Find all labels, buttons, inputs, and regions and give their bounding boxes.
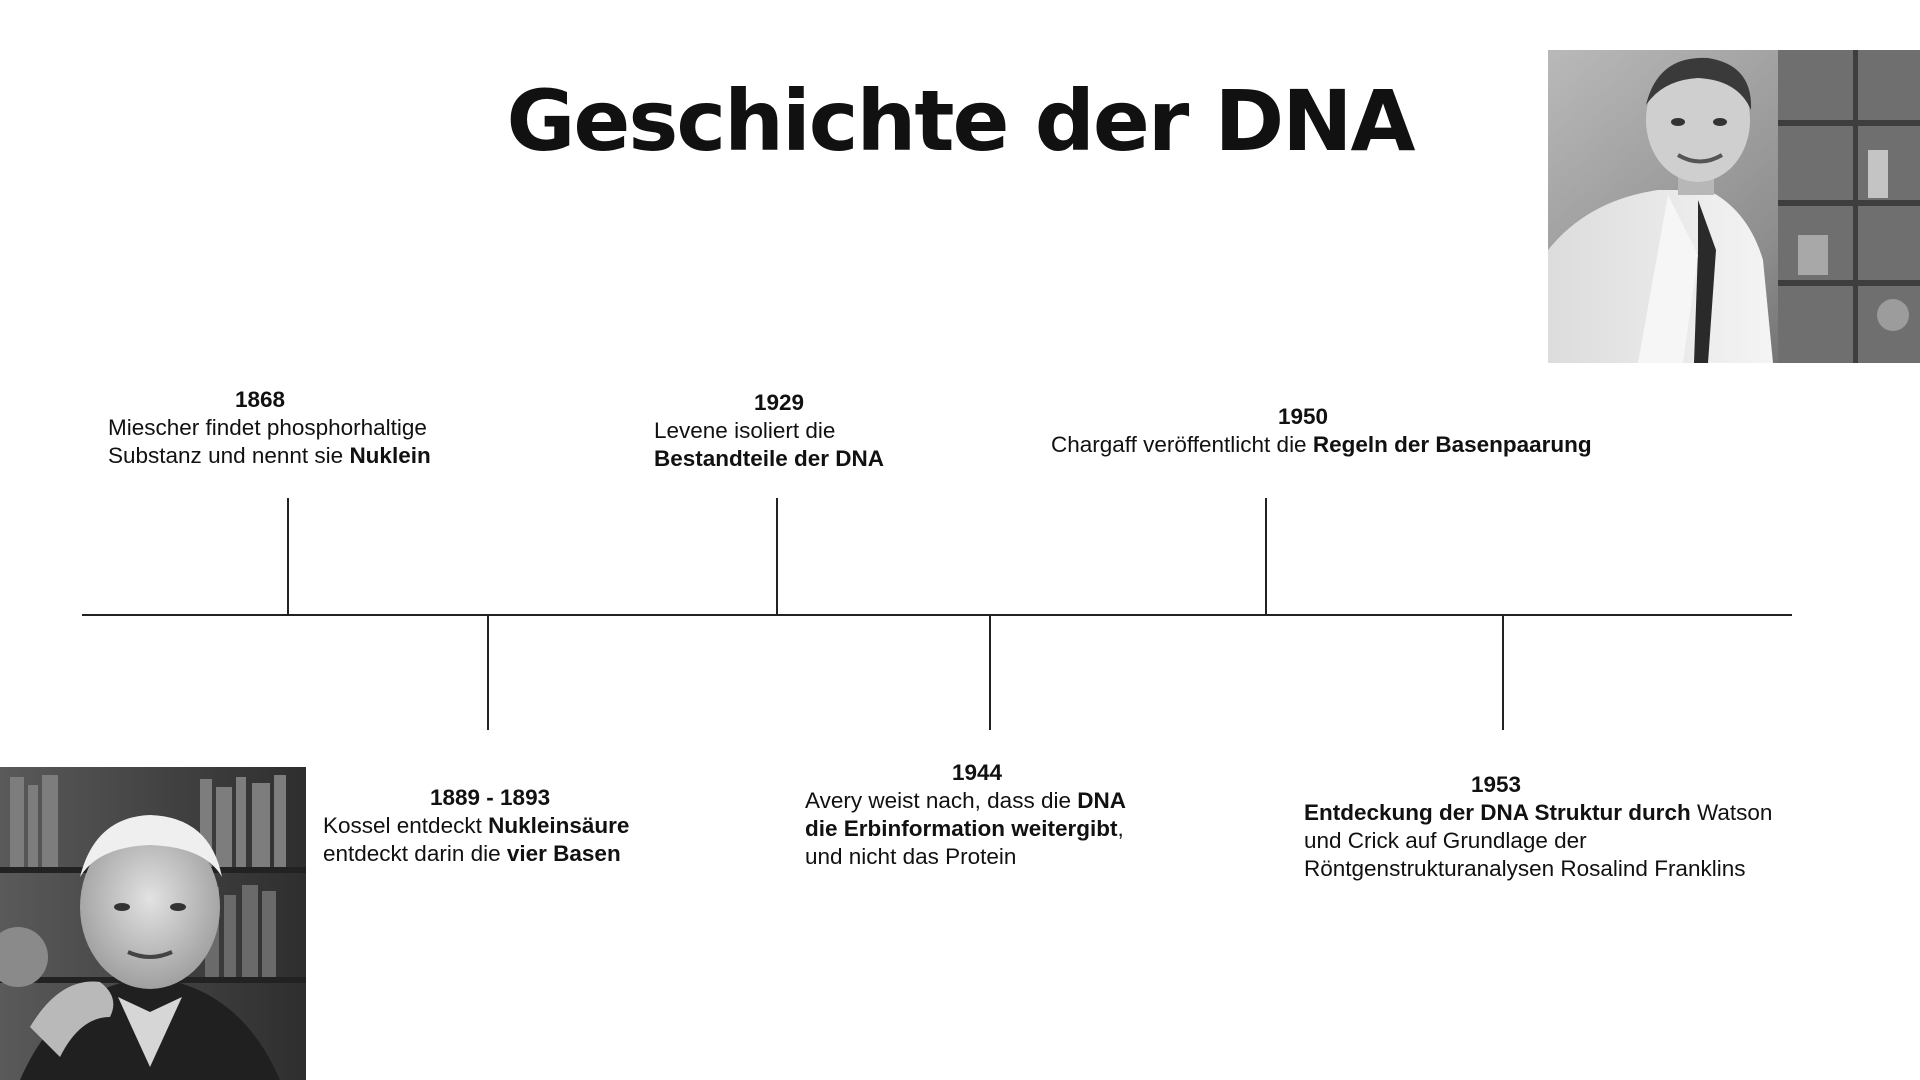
event-1889-1893 <box>323 784 629 868</box>
tick-1889 <box>487 614 489 730</box>
event-text: und Crick auf Grundlage der <box>1304 828 1587 853</box>
event-1950 <box>1051 403 1592 459</box>
event-year: 1944 <box>952 760 1003 785</box>
event-year: 1889 - 1893 <box>430 785 551 810</box>
event-text: Miescher findet phosphorhaltige <box>108 415 427 440</box>
event-text: entdeckt darin die vier Basen <box>323 841 621 866</box>
event-text: die Erbinformation weitergibt, <box>805 816 1124 841</box>
event-text: Levene isoliert die <box>654 418 836 443</box>
event-text: Röntgenstrukturanalysen Rosalind Franklins <box>1304 856 1746 881</box>
portrait-illustration <box>1548 50 1920 363</box>
event-1929 <box>654 389 884 473</box>
event-text: Entdeckung der DNA Struktur durch Watson <box>1304 800 1773 825</box>
event-text: Bestandteile der DNA <box>654 446 885 471</box>
event-text: Substanz und nennt sie Nuklein <box>108 443 431 468</box>
event-year: 1929 <box>754 390 805 415</box>
portrait-photo-top-right <box>1548 50 1920 363</box>
event-text: und nicht das Protein <box>805 844 1017 869</box>
tick-1950 <box>1265 498 1267 615</box>
event-year: 1950 <box>1278 404 1329 429</box>
event-year: 1868 <box>235 387 286 412</box>
event-1868 <box>108 386 431 470</box>
slide-title: Geschichte der DNA <box>506 72 1414 170</box>
event-year: 1953 <box>1471 772 1522 797</box>
event-1944 <box>805 759 1126 871</box>
tick-1944 <box>989 614 991 730</box>
tick-1953 <box>1502 614 1504 730</box>
event-1953 <box>1304 771 1772 883</box>
timeline-axis <box>82 614 1792 616</box>
tick-1929 <box>776 498 778 615</box>
event-text: Avery weist nach, dass die DNA <box>805 788 1126 813</box>
event-text: Kossel entdeckt Nukleinsäure <box>323 813 630 838</box>
portrait-photo-bottom-left <box>0 767 306 1080</box>
event-text: Chargaff veröffentlicht die Regeln der Basenpaarung <box>1051 432 1592 457</box>
tick-1868 <box>287 498 289 615</box>
portrait-illustration <box>0 767 306 1080</box>
